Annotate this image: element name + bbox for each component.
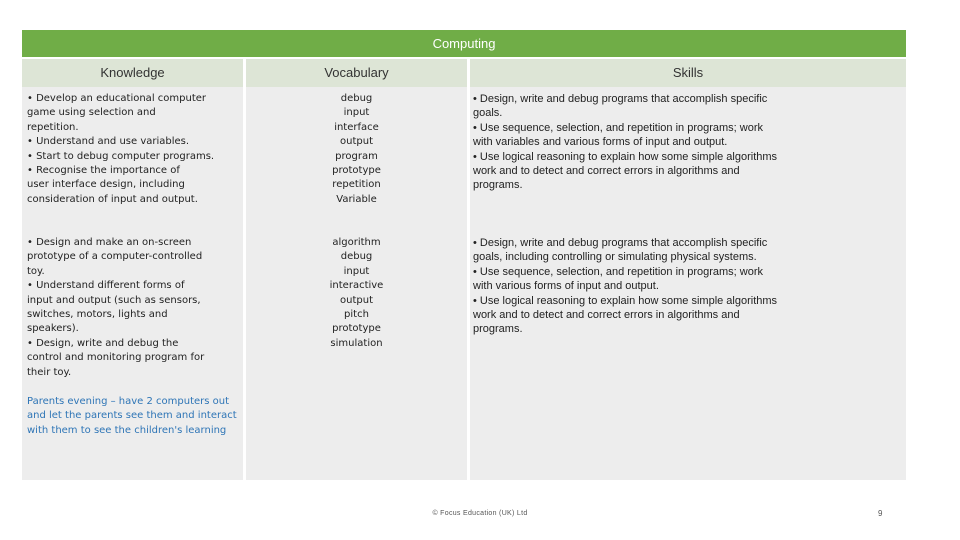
text-line: and let the parents see them and interact (27, 410, 237, 422)
text-line: prototype of a computer-controlled (27, 251, 203, 263)
text-line: with them to see the children's learning (27, 424, 227, 436)
text-line: repetition. (27, 121, 79, 133)
text-line: simulation (330, 337, 383, 349)
text-line: • Use sequence, selection, and repetition in programs; work (473, 121, 764, 134)
text-line: Variable (336, 193, 377, 205)
footer-copyright: © Focus Education (UK) Ltd (432, 510, 528, 517)
row1-knowledge (27, 92, 214, 207)
parents-evening-note (27, 395, 237, 438)
text-line: input and output (such as sensors, (27, 294, 201, 306)
text-line: • Design, write and debug programs that accomplish specific (473, 237, 768, 249)
text-line: • Design, write and debug programs that accomplish specific (473, 93, 768, 105)
text-line: work and to detect and correct errors in algorithms and (473, 309, 740, 322)
text-line: program (335, 150, 378, 162)
text-line: debug (340, 93, 373, 104)
text-line: repetition (332, 179, 381, 191)
text-line: user interface design, including (27, 179, 185, 191)
text-line: goals. (473, 107, 503, 120)
skills-header: Skills (470, 59, 906, 87)
text-line: • Use sequence, selection, and repetition in programs; work (473, 265, 764, 278)
text-line: programs. (473, 323, 523, 336)
text-line: • Design, write and debug the (27, 337, 179, 349)
text-line: debug (340, 251, 373, 263)
text-line: • Understand different forms of (27, 280, 185, 292)
text-line: • Use logical reasoning to explain how some simple algorithms (473, 294, 778, 307)
curriculum-table (22, 30, 906, 480)
text-line: Parents evening – have 2 computers out (27, 396, 230, 407)
text-line: • Design and make an on-screen (27, 237, 192, 248)
text-line: work and to detect and correct errors in algorithms and (473, 165, 740, 178)
row2-skills (473, 236, 777, 337)
text-line: control and monitoring program for (27, 352, 205, 364)
text-line: with variables and various forms of input and output. (473, 136, 728, 149)
row2-vocabulary (246, 236, 467, 351)
text-line: consideration of input and output. (27, 193, 198, 205)
row1-skills (473, 92, 777, 193)
text-line: output (340, 136, 373, 148)
text-line: speakers). (27, 323, 79, 335)
text-line: game using selection and (27, 107, 156, 119)
text-line: output (340, 294, 373, 306)
text-line: interface (334, 121, 379, 133)
row2-knowledge (27, 236, 204, 380)
text-line: goals, including controlling or simulating physical systems. (473, 251, 757, 264)
text-line: their toy. (27, 366, 72, 378)
text-line: prototype (332, 323, 381, 335)
text-line: interactive (329, 280, 384, 292)
text-line: input (343, 107, 370, 119)
text-line: with various forms of input and output. (473, 280, 659, 293)
text-line: algorithm (332, 237, 381, 248)
text-line: prototype (332, 165, 381, 177)
text-line: • Use logical reasoning to explain how some simple algorithms (473, 150, 778, 163)
text-line: programs. (473, 179, 523, 192)
text-line: • Develop an educational computer (27, 93, 206, 104)
text-line: • Understand and use variables. (27, 136, 190, 148)
text-line: • Recognise the importance of (27, 165, 180, 177)
table-title: Computing (22, 30, 906, 57)
vocabulary-header: Vocabulary (246, 59, 467, 87)
text-line: pitch (344, 309, 369, 321)
text-line: • Start to debug computer programs. (27, 150, 215, 162)
text-line: input (343, 265, 370, 277)
text-line: toy. (27, 265, 45, 277)
row1-vocabulary (246, 92, 467, 207)
knowledge-header: Knowledge (22, 59, 243, 87)
page-number: 9 (878, 509, 883, 518)
text-line: switches, motors, lights and (27, 309, 168, 321)
